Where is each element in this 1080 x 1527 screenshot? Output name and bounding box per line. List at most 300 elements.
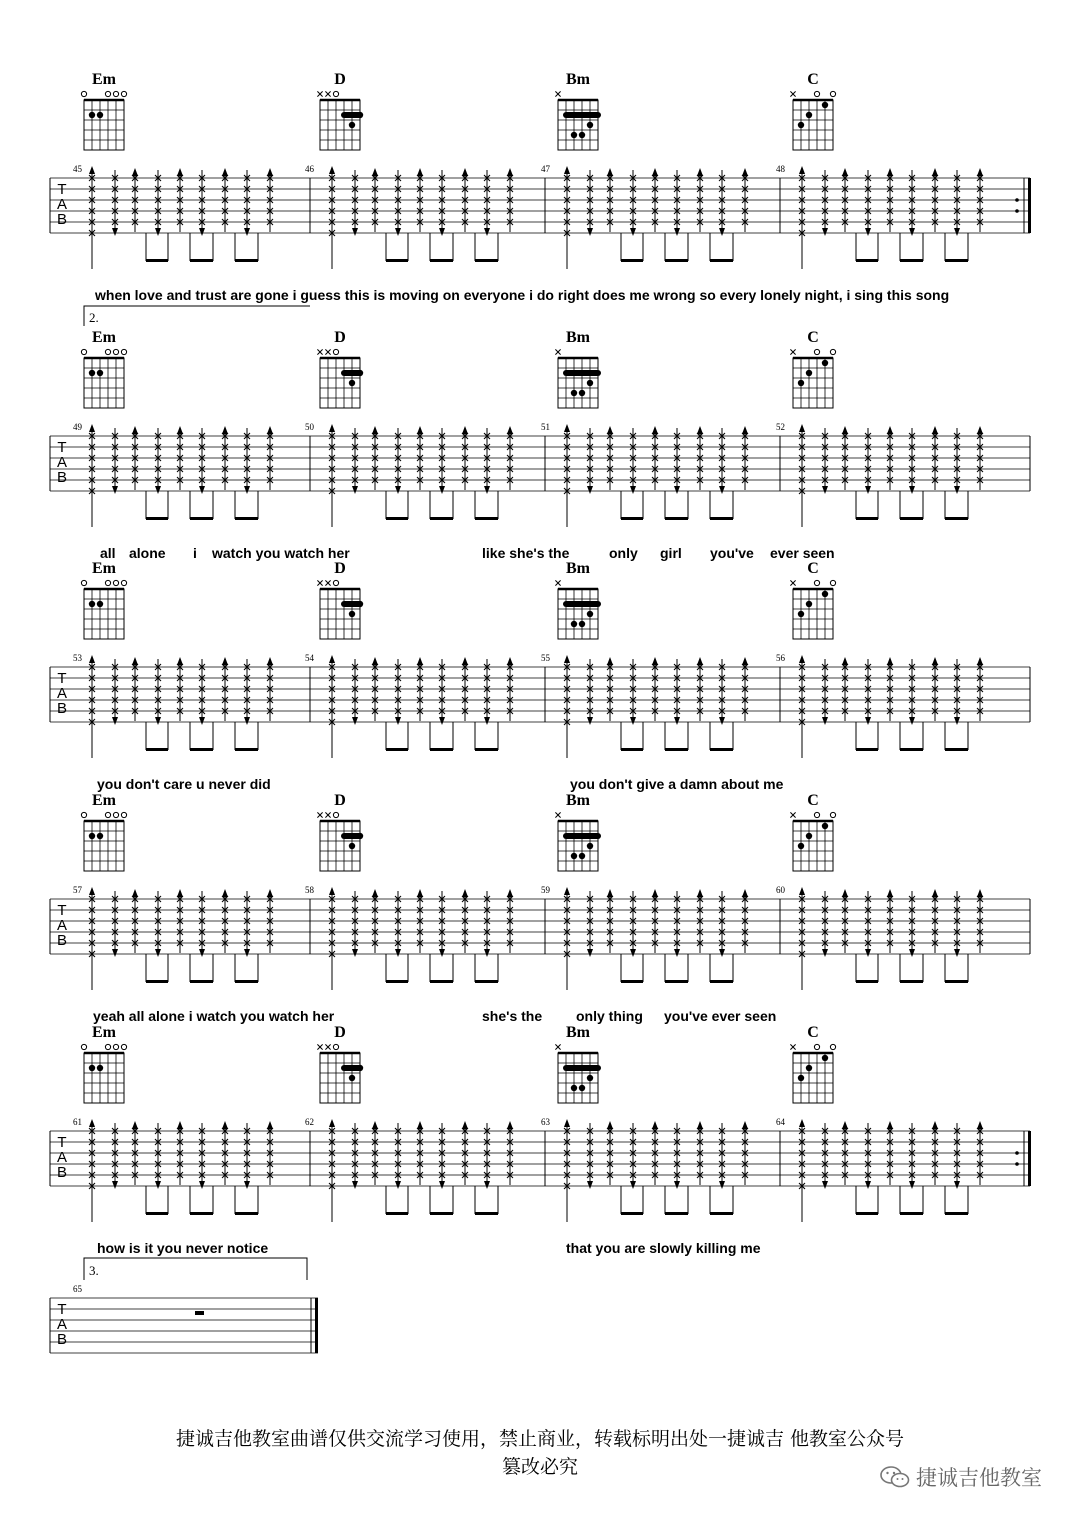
strum-arrow-up [89,887,95,895]
rhythm-beam [856,980,878,983]
open-string-marker [105,812,110,817]
chord-dot [587,1075,593,1081]
strum-arrow-up [564,887,570,895]
bar-number: 56 [776,653,785,663]
lyric-text: that you are slowly killing me [566,1240,761,1256]
chord-dot [798,843,804,849]
chord-dot [349,1075,355,1081]
rhythm-beam [430,748,453,751]
strum-arrow-down [244,486,250,494]
rhythm-beam [900,517,923,520]
strum-arrow-up [652,657,658,665]
chord-dot [571,853,577,859]
rhythm-beam [665,259,688,262]
strum-arrow-down [630,949,636,957]
strum-arrow-up [132,889,138,897]
chord-dot [822,1055,828,1061]
strum-arrow-up [462,1121,468,1129]
tab-clef-letter: T [57,439,67,456]
strum-arrow-down [822,228,828,236]
tab-clef-letter: T [57,1301,67,1318]
rhythm-beam [621,1212,643,1215]
open-string-marker [81,349,86,354]
strum-arrow-up [462,168,468,176]
chord-dot [571,621,577,627]
rhythm-beam [945,748,968,751]
chord-dot [89,601,95,607]
open-string-marker [333,812,338,817]
bar-number: 45 [73,164,82,174]
strum-arrow-up [222,889,228,897]
strum-arrow-up [89,424,95,432]
strum-arrow-up [564,424,570,432]
chord-dot [349,843,355,849]
open-string-marker [105,580,110,585]
strum-arrow-up [607,889,613,897]
bar-number: 64 [776,1117,785,1127]
rhythm-beam [386,980,408,983]
tab-clef-letter: B [56,700,68,717]
chord-grid [84,589,124,639]
open-string-marker [113,1044,118,1049]
strum-arrow-up [132,1121,138,1129]
copyright-line-1: 捷诚吉他教室曲谱仅供交流学习使用，禁止商业，转载标明出处一捷诚吉 他教室公众号 [175,1428,905,1450]
chord-dot [806,1065,812,1071]
rhythm-beam [430,980,453,983]
bar-number: 50 [305,422,314,432]
strum-arrow-down [954,949,960,957]
chord-name: C [807,1024,819,1041]
bar-number: 58 [305,885,314,895]
strum-arrow-up [742,168,748,176]
rhythm-beam [190,517,213,520]
strum-arrow-up [329,887,335,895]
rhythm-beam [235,1212,258,1215]
rhythm-beam [856,259,878,262]
chord-dot [798,380,804,386]
strum-arrow-down [395,717,401,725]
chord-dot [89,1065,95,1071]
strum-arrow-down [484,228,490,236]
open-string-marker [113,91,118,96]
chord-dot [89,370,95,376]
repeat-end-thick [1028,178,1031,233]
strum-arrow-down [439,1181,445,1189]
strum-arrow-down [954,486,960,494]
strum-arrow-up [932,168,938,176]
strum-arrow-up [507,889,513,897]
chord-dot [798,611,804,617]
rhythm-beam [430,259,453,262]
chord-dot [587,843,593,849]
strum-arrow-down [865,717,871,725]
strum-arrow-up [607,657,613,665]
watermark [880,1462,1042,1492]
bar-number: 49 [73,422,82,432]
strum-arrow-up [372,657,378,665]
strum-arrow-down [244,949,250,957]
strum-arrow-down [909,949,915,957]
chord-name: Bm [566,560,590,577]
strum-arrow-down [395,228,401,236]
strum-arrow-up [697,426,703,434]
strum-arrow-up [267,426,273,434]
chord-dot [806,112,812,118]
strum-arrow-up [742,426,748,434]
lyric-text: you've ever seen [664,1008,777,1024]
chord-name: Em [92,71,116,88]
tab-clef-letter: T [57,670,67,687]
strum-arrow-up [132,168,138,176]
tab-clef-letter: A [56,685,68,702]
chord-dot [357,1065,363,1071]
strum-arrow-down [484,1181,490,1189]
strum-arrow-up [697,657,703,665]
strum-arrow-up [132,657,138,665]
open-string-marker [105,91,110,96]
strum-arrow-down [587,228,593,236]
strum-arrow-up [842,426,848,434]
strum-arrow-down [352,717,358,725]
strum-arrow-down [954,228,960,236]
rhythm-beam [146,259,168,262]
lyric-text: how is it you never notice [97,1240,269,1256]
strum-arrow-down [484,486,490,494]
rhythm-beam [146,980,168,983]
strum-arrow-down [865,949,871,957]
strum-arrow-up [507,1121,513,1129]
chord-grid [84,358,124,408]
tab-clef-letter: B [56,1331,68,1348]
chord-dot [357,112,363,118]
rhythm-beam [945,259,968,262]
chord-dot [579,853,585,859]
strum-arrow-down [155,228,161,236]
strum-arrow-up [742,657,748,665]
chord-name: D [334,1024,346,1041]
bar-number: 55 [541,653,550,663]
bar-number: 48 [776,164,785,174]
chord-name: C [807,329,819,346]
tab-clef-letter: A [56,196,68,213]
volta-bracket [84,306,310,326]
open-string-marker [121,349,126,354]
strum-arrow-up [742,1121,748,1129]
open-string-marker [814,349,819,354]
tab-clef-letter: B [56,469,68,486]
chord-name: Em [92,560,116,577]
lyric-text: ever seen [770,545,835,561]
strum-arrow-up [417,657,423,665]
chord-dot [349,122,355,128]
rhythm-beam [665,517,688,520]
strum-arrow-up [932,426,938,434]
strum-arrow-down [822,949,828,957]
strum-arrow-down [674,486,680,494]
strum-arrow-up [329,1119,335,1127]
chord-dot [357,601,363,607]
rhythm-beam [475,748,498,751]
strum-arrow-up [177,657,183,665]
strum-arrow-down [865,228,871,236]
strum-arrow-down [199,949,205,957]
rhythm-beam [945,1212,968,1215]
strum-arrow-up [697,889,703,897]
bar-number: 53 [73,653,82,663]
tab-clef-letter: B [56,1164,68,1181]
chord-dot [97,833,103,839]
strum-arrow-up [697,1121,703,1129]
strum-arrow-down [244,228,250,236]
repeat-dot [1015,1162,1019,1166]
strum-arrow-up [842,657,848,665]
open-string-marker [121,91,126,96]
lyric-text: i [193,545,197,561]
open-string-marker [830,349,835,354]
lyric-text: you don't care u never did [97,776,271,792]
chord-dot [806,370,812,376]
strum-arrow-down [352,486,358,494]
chord-dot [571,132,577,138]
bar-number: 62 [305,1117,314,1127]
open-string-marker [113,812,118,817]
chord-dot [97,601,103,607]
chord-name: C [807,71,819,88]
strum-arrow-up [607,1121,613,1129]
strum-arrow-down [112,949,118,957]
rhythm-beam [235,980,258,983]
strum-arrow-down [674,228,680,236]
strum-arrow-up [417,1121,423,1129]
chord-dot [571,1085,577,1091]
rhythm-beam [146,517,168,520]
strum-arrow-up [887,889,893,897]
chord-dot [89,833,95,839]
chord-barre [563,833,601,839]
chord-dot [579,621,585,627]
strum-arrow-up [977,889,983,897]
rhythm-beam [900,748,923,751]
strum-arrow-up [564,655,570,663]
strum-arrow-up [177,1121,183,1129]
strum-arrow-down [244,1181,250,1189]
tab-clef-letter: B [56,211,68,228]
strum-arrow-down [484,717,490,725]
lyric-text: like she's the [482,545,570,561]
strum-arrow-up [652,168,658,176]
bar-number: 65 [73,1284,82,1294]
rhythm-beam [710,517,733,520]
lyric-text: all [100,545,116,561]
strum-arrow-up [177,889,183,897]
chord-name: C [807,560,819,577]
chord-dot [587,380,593,386]
strum-arrow-down [630,717,636,725]
chord-dot [357,833,363,839]
lyric-text: yeah all alone i watch you watch her [93,1008,335,1024]
rhythm-beam [900,980,923,983]
tab-system [50,71,1031,269]
chord-dot [349,611,355,617]
rhythm-beam [900,1212,923,1215]
strum-arrow-down [112,717,118,725]
strum-arrow-up [932,657,938,665]
strum-arrow-up [799,655,805,663]
strum-arrow-down [674,717,680,725]
volta-bracket [84,1258,307,1280]
strum-arrow-up [887,168,893,176]
strum-arrow-up [267,1121,273,1129]
strum-arrow-up [799,887,805,895]
strum-arrow-down [587,486,593,494]
strum-arrow-down [155,1181,161,1189]
chord-name: Em [92,329,116,346]
open-string-marker [814,1044,819,1049]
strum-arrow-up [799,166,805,174]
rhythm-beam [430,1212,453,1215]
bar-number: 59 [541,885,550,895]
tab-clef-letter: A [56,1316,68,1333]
rhythm-beam [621,748,643,751]
strum-arrow-down [865,486,871,494]
rhythm-beam [900,259,923,262]
strum-arrow-up [842,889,848,897]
open-string-marker [105,1044,110,1049]
chord-dot [798,122,804,128]
chord-dot [822,360,828,366]
chord-grid [84,821,124,871]
chord-grid [84,1053,124,1103]
rhythm-beam [235,517,258,520]
lyric-text: alone [129,545,166,561]
strum-arrow-up [417,426,423,434]
strum-arrow-up [507,657,513,665]
lyric-text: only thing [576,1008,643,1024]
open-string-marker [81,91,86,96]
strum-arrow-up [799,1119,805,1127]
copyright-line-2: 篡改必究 [501,1456,578,1478]
volta-label: 3. [89,1263,99,1278]
final-bar-thick [315,1298,318,1353]
rhythm-beam [146,748,168,751]
rhythm-beam [386,748,408,751]
strum-arrow-down [587,949,593,957]
chord-dot [357,370,363,376]
strum-arrow-down [719,228,725,236]
strum-arrow-up [977,1121,983,1129]
tab-system [50,1024,1031,1222]
strum-arrow-down [439,228,445,236]
rhythm-beam [190,980,213,983]
lyric-text: you've [710,545,754,561]
rhythm-beam [945,980,968,983]
strum-arrow-up [89,166,95,174]
tab-system [50,560,1030,758]
strum-arrow-down [155,949,161,957]
chord-dot [587,611,593,617]
strum-arrow-up [607,168,613,176]
chord-dot [798,1075,804,1081]
repeat-dot [1015,1151,1019,1155]
rhythm-beam [665,1212,688,1215]
strum-arrow-down [674,1181,680,1189]
open-string-marker [333,1044,338,1049]
tab-clef-letter: T [57,902,67,919]
strum-arrow-up [89,1119,95,1127]
strum-arrow-down [909,717,915,725]
rhythm-beam [665,748,688,751]
rhythm-beam [856,748,878,751]
strum-arrow-down [439,949,445,957]
strum-arrow-down [630,486,636,494]
rhythm-beam [190,1212,213,1215]
bar-number: 60 [776,885,785,895]
rhythm-beam [710,748,733,751]
strum-arrow-up [507,426,513,434]
strum-arrow-up [417,889,423,897]
strum-arrow-up [564,1119,570,1127]
chord-name: Bm [566,329,590,346]
tab-system [50,306,1030,527]
rhythm-beam [235,748,258,751]
open-string-marker [121,580,126,585]
chord-dot [97,370,103,376]
tab-system [50,792,1030,990]
strum-arrow-down [112,486,118,494]
strum-arrow-up [887,426,893,434]
open-string-marker [830,580,835,585]
strum-arrow-down [587,1181,593,1189]
strum-arrow-up [329,655,335,663]
strum-arrow-up [842,1121,848,1129]
chord-dot [806,601,812,607]
strum-arrow-down [395,486,401,494]
rhythm-beam [475,259,498,262]
chord-dot [822,591,828,597]
strum-arrow-down [395,1181,401,1189]
chord-dot [571,390,577,396]
strum-arrow-down [112,1181,118,1189]
open-string-marker [814,812,819,817]
strum-arrow-up [652,889,658,897]
chord-name: D [334,560,346,577]
open-string-marker [830,812,835,817]
rhythm-beam [386,259,408,262]
wechat-icon [880,1465,910,1489]
strum-arrow-up [132,426,138,434]
repeat-dot [1015,198,1019,202]
lyric-text: you don't give a damn about me [570,776,784,792]
strum-arrow-down [439,486,445,494]
rhythm-beam [190,748,213,751]
chord-dot [579,390,585,396]
strum-arrow-down [439,717,445,725]
open-string-marker [81,580,86,585]
chord-name: Bm [566,792,590,809]
lyric-text: girl [660,545,682,561]
strum-arrow-down [352,949,358,957]
strum-arrow-up [887,657,893,665]
strum-arrow-up [329,166,335,174]
strum-arrow-up [697,168,703,176]
open-string-marker [81,1044,86,1049]
strum-arrow-up [329,424,335,432]
chord-dot [579,132,585,138]
bar-number: 52 [776,422,785,432]
open-string-marker [814,580,819,585]
lyric-text: only [609,545,638,561]
strum-arrow-down [155,717,161,725]
